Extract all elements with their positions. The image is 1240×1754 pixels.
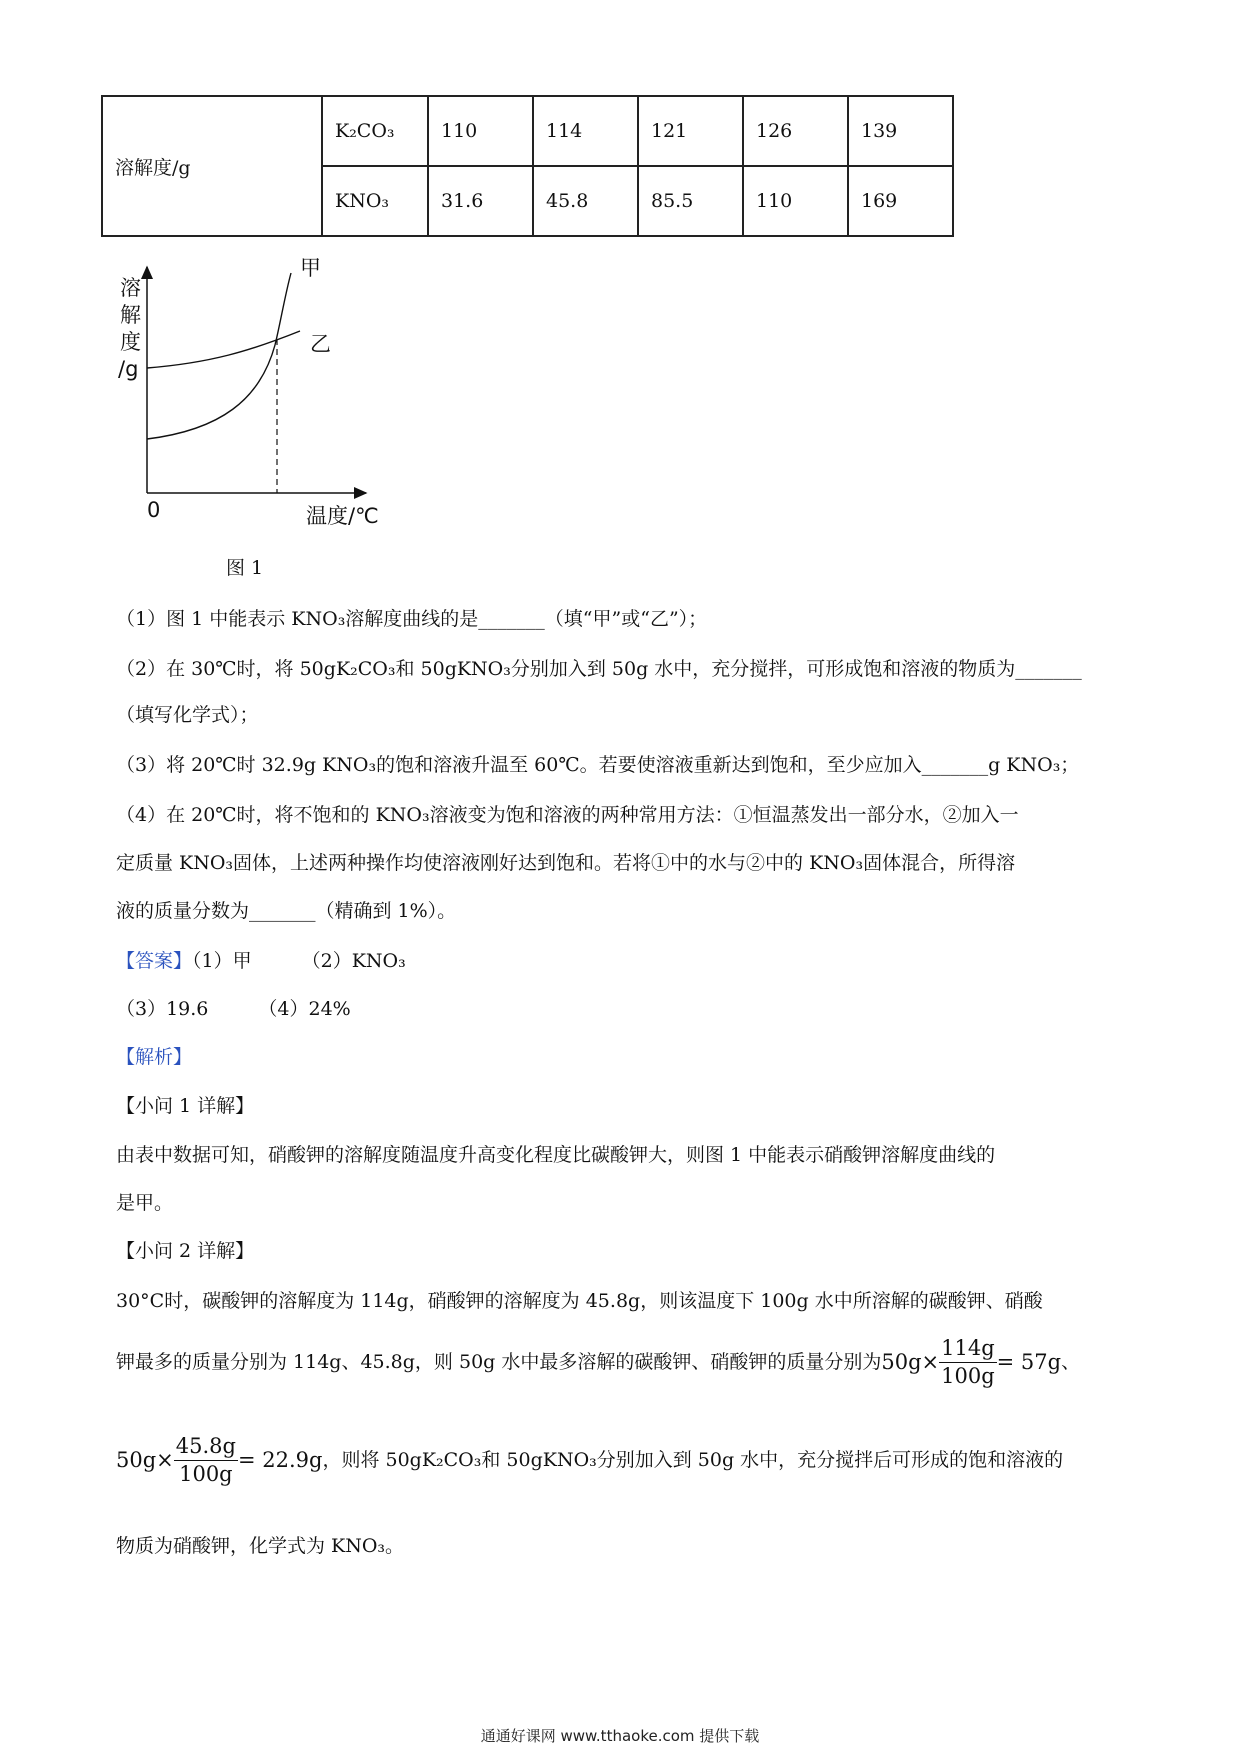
- sub-1-line-1: 由表中数据可知，硝酸钾的溶解度随温度升高变化程度比碳酸钾大，则图 1 中能表示硝酸钾溶解度曲线的: [116, 1144, 996, 1166]
- formula-2-fraction: [174, 1436, 238, 1485]
- question-1: （1）图 1 中能表示 KNO₃溶解度曲线的是_______（填“甲”或“乙”）；: [116, 608, 708, 630]
- formula-1-separator: 、: [1061, 1351, 1081, 1373]
- table-cell: 45.8: [533, 166, 638, 236]
- formula-1-fraction: [939, 1338, 997, 1387]
- solubility-table: [101, 95, 954, 237]
- table-cell-label: KNO₃: [322, 166, 428, 236]
- ylabel-char-4: /g: [118, 357, 139, 381]
- formula-1-numerator: 114g: [939, 1338, 997, 1363]
- question-4-line-3: 液的质量分数为_______（精确到 1%）。: [116, 900, 457, 922]
- table-cell: 169: [848, 166, 953, 236]
- table-cell: 31.6: [428, 166, 533, 236]
- answer-2: （2）KNO₃: [301, 950, 406, 972]
- table-cell: 85.5: [638, 166, 743, 236]
- sub-2-line-4: 物质为硝酸钾，化学式为 KNO₃。: [116, 1535, 405, 1557]
- answer-4: （4）24%: [258, 998, 351, 1020]
- formula-1-denominator: 100g: [941, 1364, 995, 1388]
- answer-3: （3）19.6: [116, 998, 209, 1020]
- answer-1: （1）甲: [192, 950, 252, 972]
- series-label-jia: 甲: [300, 256, 321, 280]
- sub-2-line-2-text: 钾最多的质量分别为 114g、45.8g，则 50g 水中最多溶解的碳酸钾、硝酸钾的质量分别为: [116, 1351, 882, 1373]
- table-row-header: 溶解度/g: [102, 96, 322, 236]
- x-axis-label: 温度/℃: [306, 504, 379, 528]
- table-cell: 110: [743, 166, 848, 236]
- table-cell-label: K₂CO₃: [322, 96, 428, 166]
- question-4-line-2: 定质量 KNO₃固体，上述两种操作均使溶液刚好达到饱和。若将①中的水与②中的 KNO₃固体混合，所得溶: [116, 852, 1016, 874]
- answer-line-2: [116, 1000, 351, 1019]
- sub-1-line-2: 是甲。: [116, 1192, 174, 1214]
- table-row: [102, 96, 953, 166]
- analysis-tag: 【解析】: [116, 1046, 193, 1068]
- question-4-line-1: （4）在 20℃时，将不饱和的 KNO₃溶液变为饱和溶液的两种常用方法：①恒温蒸发出一部分水，②加入一: [116, 804, 1019, 826]
- sub-2-line-3: [116, 1436, 1063, 1485]
- ylabel-char-3: 度: [120, 330, 141, 354]
- formula-2-denominator: 100g: [179, 1462, 233, 1486]
- series-line-jia: [147, 273, 291, 439]
- formula-2-prefix: 50g×: [116, 1448, 174, 1472]
- question-2-line-2: （填写化学式）；: [116, 704, 259, 726]
- formula-2-numerator: 45.8g: [174, 1436, 238, 1461]
- formula-2-result: = 22.9g: [237, 1448, 323, 1472]
- series-label-yi: 乙: [310, 332, 331, 356]
- table-cell: 110: [428, 96, 533, 166]
- table-cell: 126: [743, 96, 848, 166]
- table-cell: 121: [638, 96, 743, 166]
- sub-2-line-3-text: ，则将 50gK₂CO₃和 50gKNO₃分别加入到 50g 水中，充分搅拌后可形成的饱和溶液的: [322, 1449, 1064, 1471]
- question-2-line-1: （2）在 30℃时，将 50gK₂CO₃和 50gKNO₃分别加入到 50g 水中，充分搅拌，可形成饱和溶液的物质为_______: [116, 658, 1082, 680]
- ylabel-char-2: 解: [120, 303, 141, 327]
- figure-caption: 图 1: [226, 557, 264, 579]
- sub-question-2-title: 【小问 2 详解】: [116, 1240, 255, 1262]
- table-cell: 114: [533, 96, 638, 166]
- answer-line-1: [116, 952, 406, 971]
- origin-label: 0: [147, 498, 161, 522]
- formula-1-result: = 57g: [996, 1350, 1062, 1374]
- answer-tag: 【答案】: [116, 950, 193, 972]
- solubility-curve-chart: [110, 255, 400, 545]
- question-3: （3）将 20℃时 32.9g KNO₃的饱和溶液升温至 60℃。若要使溶液重新达到饱和，至少应加入_______g KNO₃；: [116, 754, 1080, 776]
- ylabel-char-1: 溶: [120, 276, 141, 300]
- sub-2-line-1: 30°C时，碳酸钾的溶解度为 114g，硝酸钾的溶解度为 45.8g，则该温度下 100g 水中所溶解的碳酸钾、硝酸: [116, 1290, 1043, 1312]
- sub-2-line-2: [116, 1338, 1080, 1387]
- table-cell: 139: [848, 96, 953, 166]
- sub-question-1-title: 【小问 1 详解】: [116, 1095, 255, 1117]
- formula-1-prefix: 50g×: [881, 1350, 940, 1374]
- page-footer: 通通好课网 www.tthaoke.com 提供下载: [480, 1727, 760, 1745]
